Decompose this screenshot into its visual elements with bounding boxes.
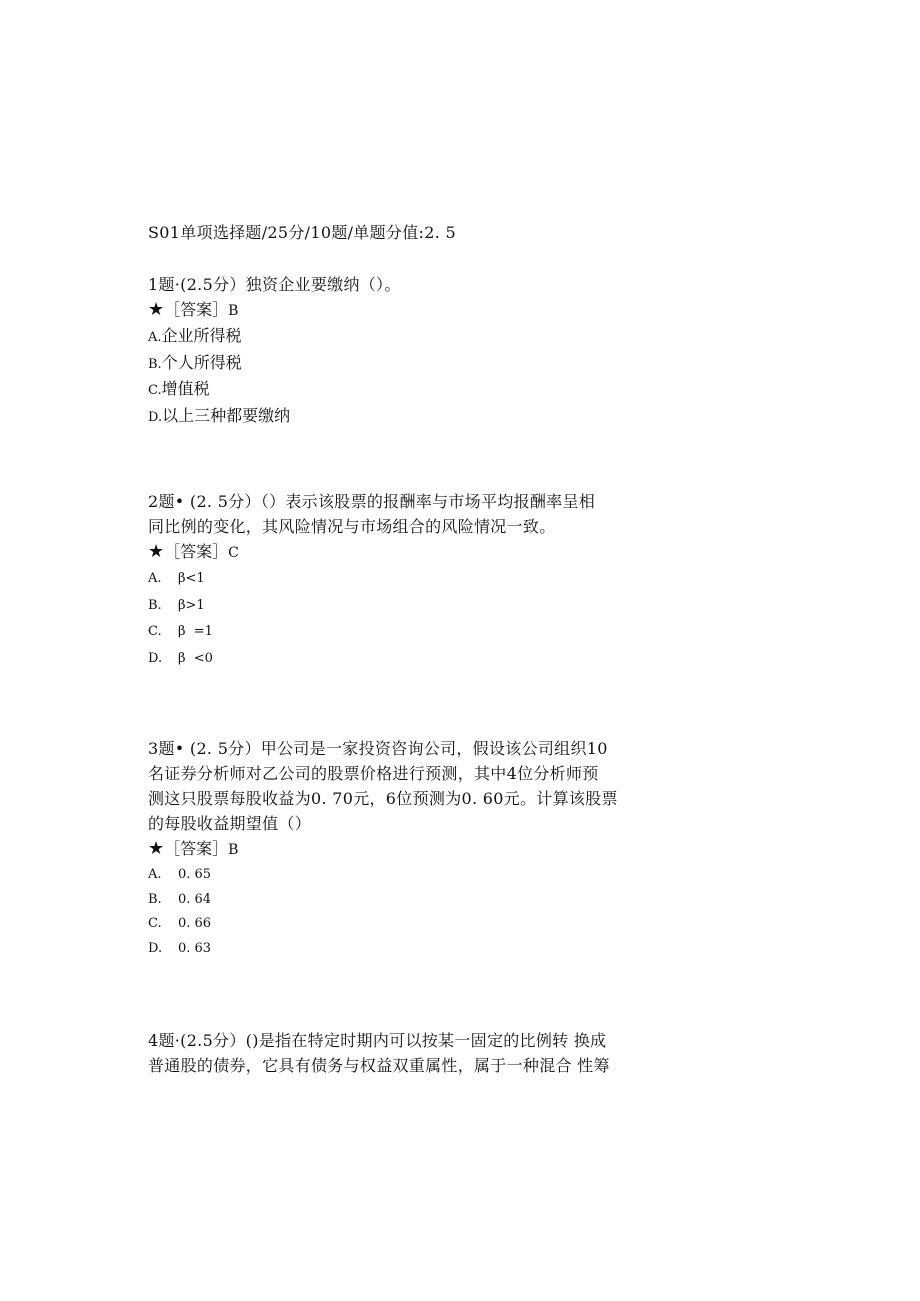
question-1-answer <box>148 297 401 324</box>
star-icon: ★ <box>148 541 165 562</box>
option-c: C. β =1 <box>148 624 213 639</box>
option-d: D.以上三种都要缴纳 <box>148 405 291 425</box>
option-c: C. 0. 66 <box>148 916 212 932</box>
question-1-text: 1题·(2.5分）独资企业要缴纳（）。 <box>148 275 401 294</box>
option-a: A. 0. 65 <box>148 867 212 882</box>
question-3-text-line3: 测这只股票每股收益为0. 70元，6位预测为0. 60元。计算该股票 <box>148 789 618 808</box>
answer-value: C <box>228 545 239 561</box>
option-d: D. 0. 63 <box>148 940 212 956</box>
option-c: C.增值税 <box>148 379 210 398</box>
option-d: D. β <0 <box>148 650 213 666</box>
question-4-text-line2: 普通股的债券，它具有债务与权益双重属性，属于一种混合 性筹 <box>148 1056 610 1075</box>
question-3-options <box>148 863 618 961</box>
question-2-text-line2: 同比例的变化，其风险情况与市场组合的风险情况一致。 <box>148 517 556 536</box>
question-3-text-line1: 3题• (2. 5分）甲公司是一家投资咨询公司，假设该公司组织10 <box>148 739 608 758</box>
question-4 <box>148 1028 610 1078</box>
option-b: B. 0. 64 <box>148 891 212 907</box>
question-3 <box>148 736 618 961</box>
option-a: A.企业所得税 <box>148 326 242 345</box>
answer-label: ［答案］ <box>164 542 229 561</box>
question-2-answer <box>148 539 595 566</box>
document-page <box>148 222 708 1075</box>
question-3-text-line2: 名证券分析师对乙公司的股票价格进行预测，其中4位分析师预 <box>148 764 599 783</box>
star-icon: ★ <box>148 838 165 859</box>
question-2-options <box>148 566 595 672</box>
answer-value: B <box>228 842 239 858</box>
section-header: S01单项选择题/25分/10题/单题分值:2. 5 <box>148 223 456 242</box>
answer-value: B <box>228 303 239 319</box>
question-3-answer <box>148 836 618 863</box>
option-a: A. β<1 <box>148 571 205 586</box>
question-2 <box>148 489 595 672</box>
question-3-text-line4: 的每股收益期望值（） <box>148 814 312 833</box>
question-1 <box>148 272 401 430</box>
star-icon: ★ <box>148 299 165 320</box>
question-1-options <box>148 324 401 430</box>
answer-label: ［答案］ <box>164 839 229 858</box>
option-b: B. β>1 <box>148 597 205 613</box>
question-2-text-line1: 2题• (2. 5分）（）表示该股票的报酬率与市场平均报酬率呈相 <box>148 492 596 511</box>
answer-label: ［答案］ <box>164 300 229 319</box>
question-4-text-line1: 4题·(2.5分）()是指在特定时期内可以按某一固定的比例转 换成 <box>148 1031 607 1050</box>
option-b: B.个人所得税 <box>148 352 242 372</box>
